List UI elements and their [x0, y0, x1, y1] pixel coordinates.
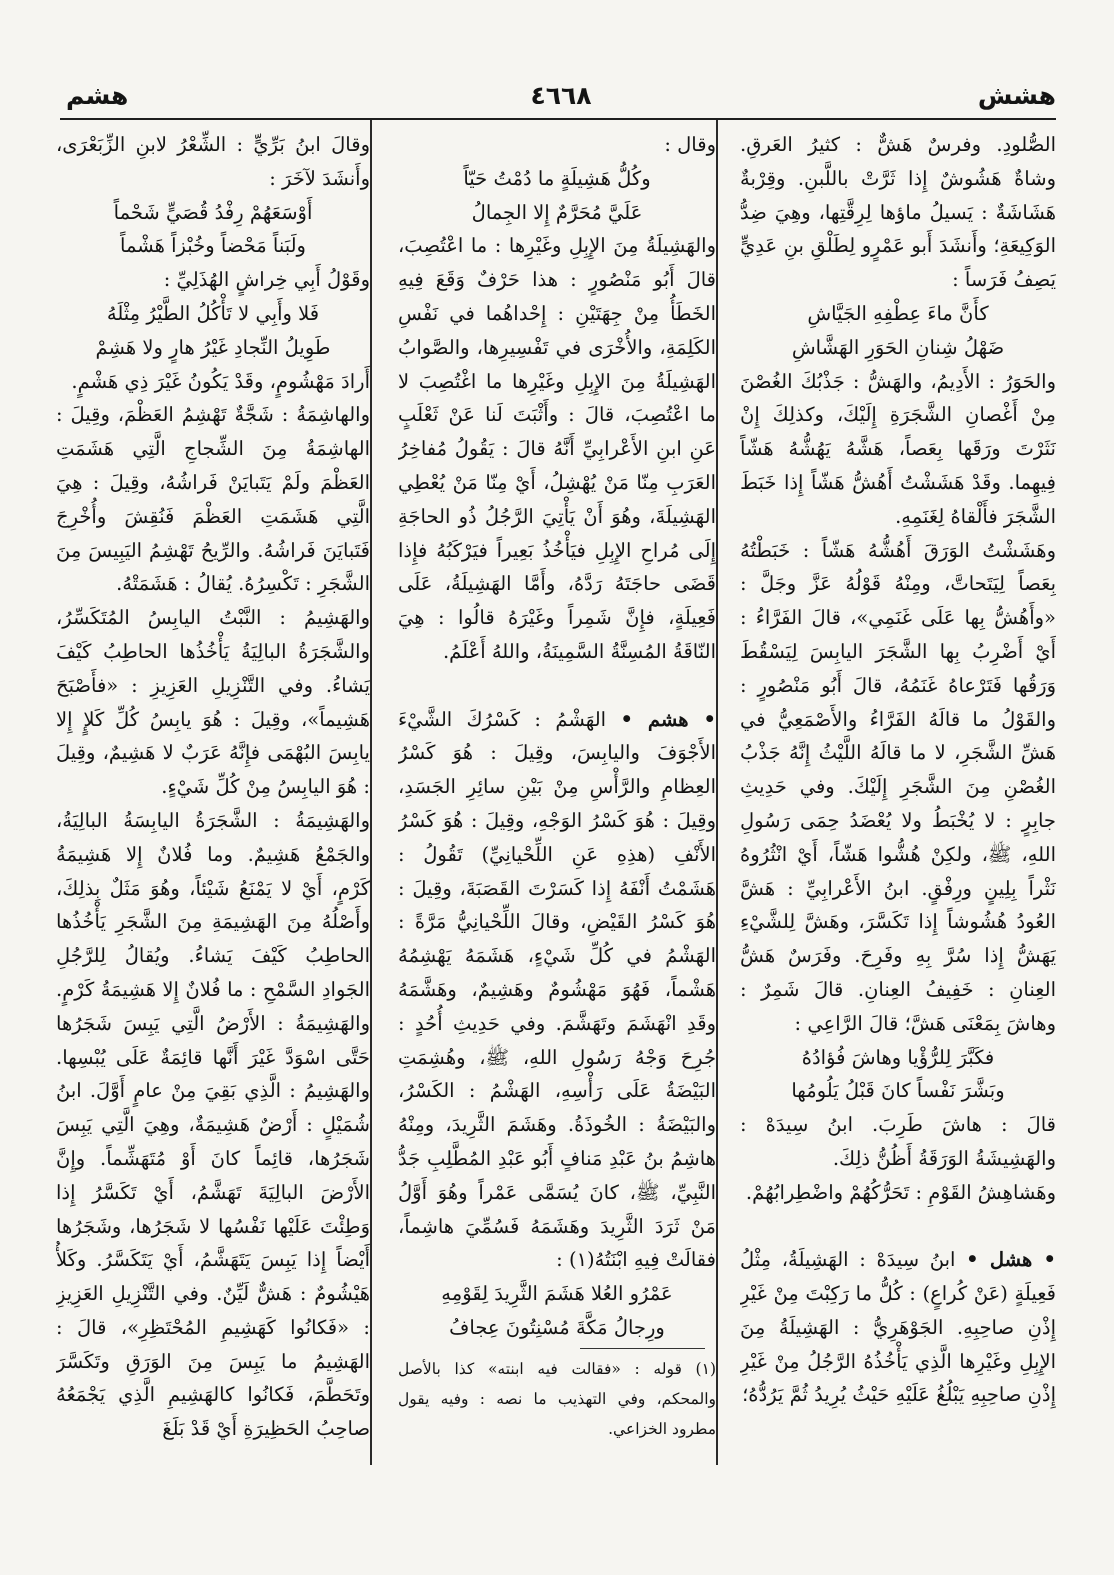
footnote-text: (١) قوله : «فقالت فيه ابنته» كذا بالأصل والمحكم، وفي التهذيب ما نصه : وفيه يقول مطرود الخزاعي. [398, 1360, 716, 1438]
paragraph: والهَشِيمُ : النَّبْتُ اليابِسُ المُتَكَسِّرُ، والشَّجَرَةُ البالِيَةُ يَأْخُذُها الحاطِبُ كَيْفَ يَشاءُ. وفي التَّنْزِيلِ العَزِيزِ : «فأَصْبَحَ هَشِيماً»، وقِيلَ : هُوَ يابِسُ كُلِّ كَلإٍ إِلا يابِسَ البُهْمَى فإِنَّهُ عَرَبٌ لا هَشِيمٌ، وقِيلَ : هُوَ اليابِسُ مِنْ كُلِّ شَيْءٍ. [56, 606, 370, 799]
entry-spacer [740, 1210, 1056, 1244]
column-divider-right [716, 120, 718, 1465]
page-number: ٤٦٦٨ [530, 81, 592, 110]
verse-line: ولَبَناً مَحْضاً وخُبْزاً هَشْماً [120, 234, 306, 258]
paragraph: والهاشِمَةُ : شَجَّةٌ تَهْشِمُ العَظْمَ، وقِيلَ : الهاشِمَةُ مِنَ الشِّجاجِ الَّتِي هَشَمَتِ العَظْمَ ولَمْ يَتَبايَنْ فَراشُهُ، وقِيلَ : هِيَ الَّتِي هَشَمَتِ العَظْمَ فَنُقِشَ وأُخْرِجَ فَتَبايَنَ فَراشُهُ. والرِّيحُ تَهْشِمُ اليَبِيسَ مِنَ الشَّجَرِ : تَكْسِرُهُ. يُقالُ : هَشَمَتْهُ. [56, 403, 370, 596]
header-right-word: هشش [977, 81, 1056, 110]
entry-paragraph [740, 1243, 1056, 1412]
footnote [398, 1354, 716, 1444]
verse-line: عَلَيَّ مُحَرَّمٌ إِلا الجِمالُ [471, 200, 643, 224]
paragraph: وهَشَشْتُ الوَرَقَ أَهُشُّهُ هَشّاً : خَبَطْتُهُ بِعَصاً لِيَتَحاتَّ، ومِنْهُ قَوْلُهُ عَزَّ وجَلَّ : «وأَهُشُّ بِها عَلَى غَنَمِي»، قالَ الفَرَّاءُ : أَيْ أَضْرِبُ بِها الشَّجَرَ اليابِسَ لِيَسْقُطَ وَرَقُها فَتَرْعاهُ غَنَمُهُ، قالَ أَبُو مَنْصُورٍ : والقَوْلُ ما قالَهُ الفَرَّاءُ والأَصْمَعِيُّ في هَشِّ الشَّجَرِ، لا ما قالَهُ اللَّيْثُ إِنَّهُ جَذْبُ الغُصْنِ مِنَ الشَّجَرِ إِلَيْكَ. وفي حَدِيثِ جابِرٍ : لا يُخْبَطُ ولا يُعْضَدُ حِمَى رَسُولِ اللهِ، ﷺ، ولكِنْ هُشُّوا هَشّاً، أَيْ انْثُرُوهُ نَثْراً بِلِينٍ ورِفْقٍ. ابنُ الأَعْرابِيِّ : هَشَّ العُودُ هُشُوشاً إِذا تَكَسَّرَ، وهَشَّ لِلشَّيْءِ يَهَشُّ إِذا سُرَّ بِهِ وفَرِحَ. وفَرَسٌ هَشُّ العِنانِ : خَفِيفُ العِنانِ. قالَ شَمِرٌ : وهاشَ بِمَعْنَى هَشَّ؛ قالَ الرَّاعِي : [740, 538, 1056, 1035]
paragraph: وقَوْلُ أَبِي خِراشٍ الهُذَلِيِّ : [163, 268, 370, 292]
verse-line: وبَشَّرَ نَفْساً كانَ قَبْلُ يَلُومُها [791, 1079, 1005, 1103]
entry-paragraph [398, 703, 716, 1278]
paragraph: الصُّلودِ. وفرسٌ هَشٌّ : كثيرُ العَرقِ. وشاةٌ هَشُوشٌ إِذا ثَرَّتْ باللَّبنِ. وقِرْبةٌ هَشَاشَةٌ : يَسيلُ ماؤها لِرِقَّتِها، وهِيَ ضِدُّ الوَكِيعَةِ؛ وأَنشَدَ أَبو عَمْرٍو لِطَلْقِ بنِ عَدِيٍّ يَصِفُ فَرَساً : [740, 133, 1056, 292]
paragraph: وقالَ ابنُ بَرِّيٍّ : الشِّعْرُ لابنِ الزِّبَعْرَى، وأَنشَدَ لآخَرَ : [56, 133, 370, 190]
entry-headword: • هشل • [966, 1248, 1056, 1272]
entry-text: ابنُ سِيدَهْ : الهَشِيلَةُ، مِثْلُ فَعِيلَةٍ (عَنْ كُراعٍ) : كُلُّ ما رَكِبْتَ مِنْ غَيْرِ إِذْنِ صاحِبِهِ. الجَوْهَرِيُّ : الهَشِيلَةُ مِنَ الإِبِلِ وغَيْرِها الَّذِي يَأْخُذُهُ الرَّجُلُ مِنْ غَيْرِ إِذْنِ صاحِبِهِ يَبْلُغُ عَلَيْهِ حَيْثُ يُرِيدُ ثُمَّ يَرُدُّهُ؛ [740, 1248, 1056, 1407]
header-rule [60, 118, 1056, 120]
verse-line: طَوِيلُ النِّجادِ غَيْرُ هارٍ ولا هَشِمْ [95, 335, 331, 359]
verse-line: وكُلُّ هَشِيلَةٍ ما دُمْتُ حَيّاً [463, 166, 651, 190]
column-right [740, 128, 1056, 1473]
column-middle [398, 128, 716, 1473]
paragraph: أَرادَ مَهْشُومٍ، وقَدْ يَكُونُ غَيْرَ ذِي هَشْمٍ. [71, 369, 370, 393]
entry-spacer [398, 669, 716, 703]
paragraph: وهَشاهِشُ القَوْمِ : تَحَرُّكُهُمْ واضْطِرابُهُمْ. [745, 1180, 1056, 1204]
paragraph: والهَشِيمَةُ : الشَّجَرَةُ اليابِسَةُ البالِيَةُ، والجَمْعُ هَشِيمٌ. وما فُلانٌ إِلا هَشِيمَةُ كَرْمٍ، أَيْ لا يَمْنَعُ شَيْئاً، وهُوَ مَثَلٌ بِذلِكَ، وأَصْلُهُ مِنَ الهَشِيمَةِ مِنَ الشَّجَرِ يَأْخُذُها الحاطِبُ كَيْفَ يَشاءُ. ويُقالُ لِلرَّجُلِ الجَوادِ السَّمْحِ : ما فُلانٌ إِلا هَشِيمَةُ كَرْمٍ. والهَشِيمَةُ : الأَرْضُ الَّتِي يَبِسَ شَجَرُها حَتَّى اسْوَدَّ غَيْرَ أَنَّها قائِمَةٌ عَلَى يُبْسِها. والهَشِيمُ : الَّذِي بَقِيَ مِنْ عامٍ أَوَّلَ. ابنُ شُمَيْلٍ : أَرْضٌ هَشِيمَةٌ، وهِيَ الَّتِي يَبِسَ شَجَرُها، قائِماً كانَ أَوْ مُتَهَشِّماً. وإِنَّ الأَرْضَ البالِيَةَ تَهَشَّمُ، أَيْ تَكَسَّرُ إِذا وَطِئْتَ عَلَيْها نَفْسُها لا شَجَرُها، وشَجَرُها أَيْضاً إِذا يَبِسَ يَتَهَشَّمُ، أَيْ يَتَكَسَّرُ. وكَلأٌ هَيْشُومٌ : هَشٌّ لَيِّنٌ. وفي التَّنْزِيلِ العَزِيزِ : «فَكانُوا كَهَشِيمِ المُحْتَظِرِ»، قالَ : الهَشِيمُ ما يَبِسَ مِنَ الوَرَقِ وتَكَسَّرَ وتَحَطَّمَ، فَكانُوا كالهَشِيمِ الَّذِي يَجْمَعُهُ صاحِبُ الحَظِيرَةِ أَيْ قَدْ بَلَغَ [56, 808, 370, 1441]
header-left-word: هشم [66, 81, 129, 110]
paragraph: والحَوَرُ : الأَدِيمُ، والهَشُّ : جَذْبُكَ الغُصْنَ مِنْ أَغْصانِ الشَّجَرَةِ إِلَيْكَ، وكذلِكَ إِنْ نَثَرْتَ ورَقَها بِعَصاً، هَشَّهُ يَهُشُّهُ هَشّاً فِيهِما. وقَدْ هَشَشْتُ أَهُشُّ هَشّاً إِذا خَبَطَ الشَّجَرَ فأَلْقاهُ لِغَنَمِهِ. [740, 369, 1056, 528]
verse-line: كأَنَّ ماءَ عِطْفِهِ الجَيَّاشِ [807, 301, 989, 325]
column-left [56, 128, 370, 1473]
verse-line: ورِجالُ مَكَّةَ مُسْنِتُونَ عِجافُ [449, 1315, 665, 1339]
verse-line: أَوْسَعَهُمْ رِفْدُ قُصَيٍّ شَحْماً [113, 200, 313, 224]
column-divider-left [370, 120, 372, 1465]
paragraph: والهَشِيلَةُ مِنَ الإِبِلِ وغَيْرِها : ما اعْتُصِبَ، قالَ أَبُو مَنْصُورٍ : هذا حَرْفٌ وَقَعَ فِيهِ الخَطَأُ مِنْ جِهَتَيْنِ : إِحْداهُما في نَفْسِ الكَلِمَةِ، والأُخْرَى في تَفْسِيرِها، والصَّوابُ الهَشِيلَةُ مِنَ الإِبِلِ وغَيْرِها ما اغْتُصِبَ لا ما اعْتُصِبَ، قالَ : وأَثْبَتَ لَنا عَنْ ثَعْلَبٍ عَنِ ابنِ الأَعْرابِيِّ أَنَّهُ قالَ : يَقُولُ مُفاخِرُ العَرَبِ مِنّا مَنْ يُهْشِلُ، أَيْ مِنّا مَنْ يُعْطِي الهَشِيلَةَ، وهُوَ أَنْ يَأْتِيَ الرَّجُلُ ذُو الحاجَةِ إِلَى مُراحِ الإِبِلِ فيَأْخُذُ بَعِيراً فيَرْكَبُهُ فإِذا قَضَى حاجَتَهُ رَدَّهُ، وأَمَّا الهَشِيلَةُ، عَلَى فَعِيلَةٍ، فإِنَّ شَمِراً وغَيْرَهُ قالُوا : هِيَ النّاقَةُ المُسِنَّةُ السَّمِينَةُ، واللهُ أَعْلَمُ. [398, 234, 716, 663]
entry-text: الهَشْمُ : كَسْرُكَ الشَّيْءَ الأَجْوَفَ واليابِسَ، وقِيلَ : هُوَ كَسْرُ العِظامِ والرَّأْسِ مِنْ بَيْنِ سائِرِ الجَسَدِ، وقِيلَ : هُوَ كَسْرُ الوَجْهِ، وقِيلَ : هُوَ كَسْرُ الأَنْفِ (هذِهِ عَنِ اللِّحْيانِيِّ) تَقُولُ : هَشَمْتُ أَنْفَهُ إِذا كَسَرْتَ القَصَبَةَ، وقِيلَ : هُوَ كَسْرُ القَيْضِ، وقالَ اللِّحْيانِيُّ مَرَّةً : الهَشْمُ في كُلِّ شَيْءٍ، هَشَمَهُ يَهْشِمُهُ هَشْماً، فَهُوَ مَهْشُومٌ وهَشِيمٌ، وهَشَّمَهُ وقَدِ انْهَشَمَ وتَهَشَّمَ. وفي حَدِيثِ أُحُدٍ : جُرِحَ وَجْهُ رَسُولِ اللهِ، ﷺ، وهُشِمَتِ البَيْضَةُ عَلَى رَأْسِهِ، الهَشْمُ : الكَسْرُ، والبَيْضَةُ : الخُوذَةُ. وهَشَمَ الثَّرِيدَ، ومِنْهُ هاشِمُ بنُ عَبْدِ مَنافٍ أَبُو عَبْدِ المُطَّلِبِ جَدُّ النَّبِيِّ، ﷺ، كانَ يُسَمَّى عَمْراً وهُوَ أَوَّلُ مَنْ ثَرَدَ الثَّرِيدَ وهَشَمَهُ فَسُمِّيَ هاشِماً، فقالَتْ فِيهِ ابْنَتُهُ(١) : [398, 707, 716, 1272]
footnote-rule [580, 1348, 705, 1349]
verse-line: فكَبَّرَ لِلرُّؤْيا وهاشَ فُؤادُهُ [801, 1045, 995, 1069]
paragraph: قالَ : هاشَ طَرِبَ. ابنُ سِيدَهْ : والهَشِيشَةُ الوَرَقَةُ أَظُنُّ ذلِكَ. [740, 1113, 1056, 1170]
verse-line: فَلا وأَبِي لا تَأْكُلُ الطَّيْرُ مِثْلَهُ [106, 301, 320, 325]
paragraph: وقال : [664, 133, 716, 156]
page-header [66, 78, 1056, 114]
verse-line: ضَهْلُ شِنانِ الحَوَرِ الهَشَّاشِ [791, 335, 1005, 359]
entry-headword: • هشم • [620, 707, 716, 731]
verse-line: عَمْرُو العُلا هَشَمَ الثَّرِيدَ لِقَوْمِهِ [441, 1282, 673, 1306]
